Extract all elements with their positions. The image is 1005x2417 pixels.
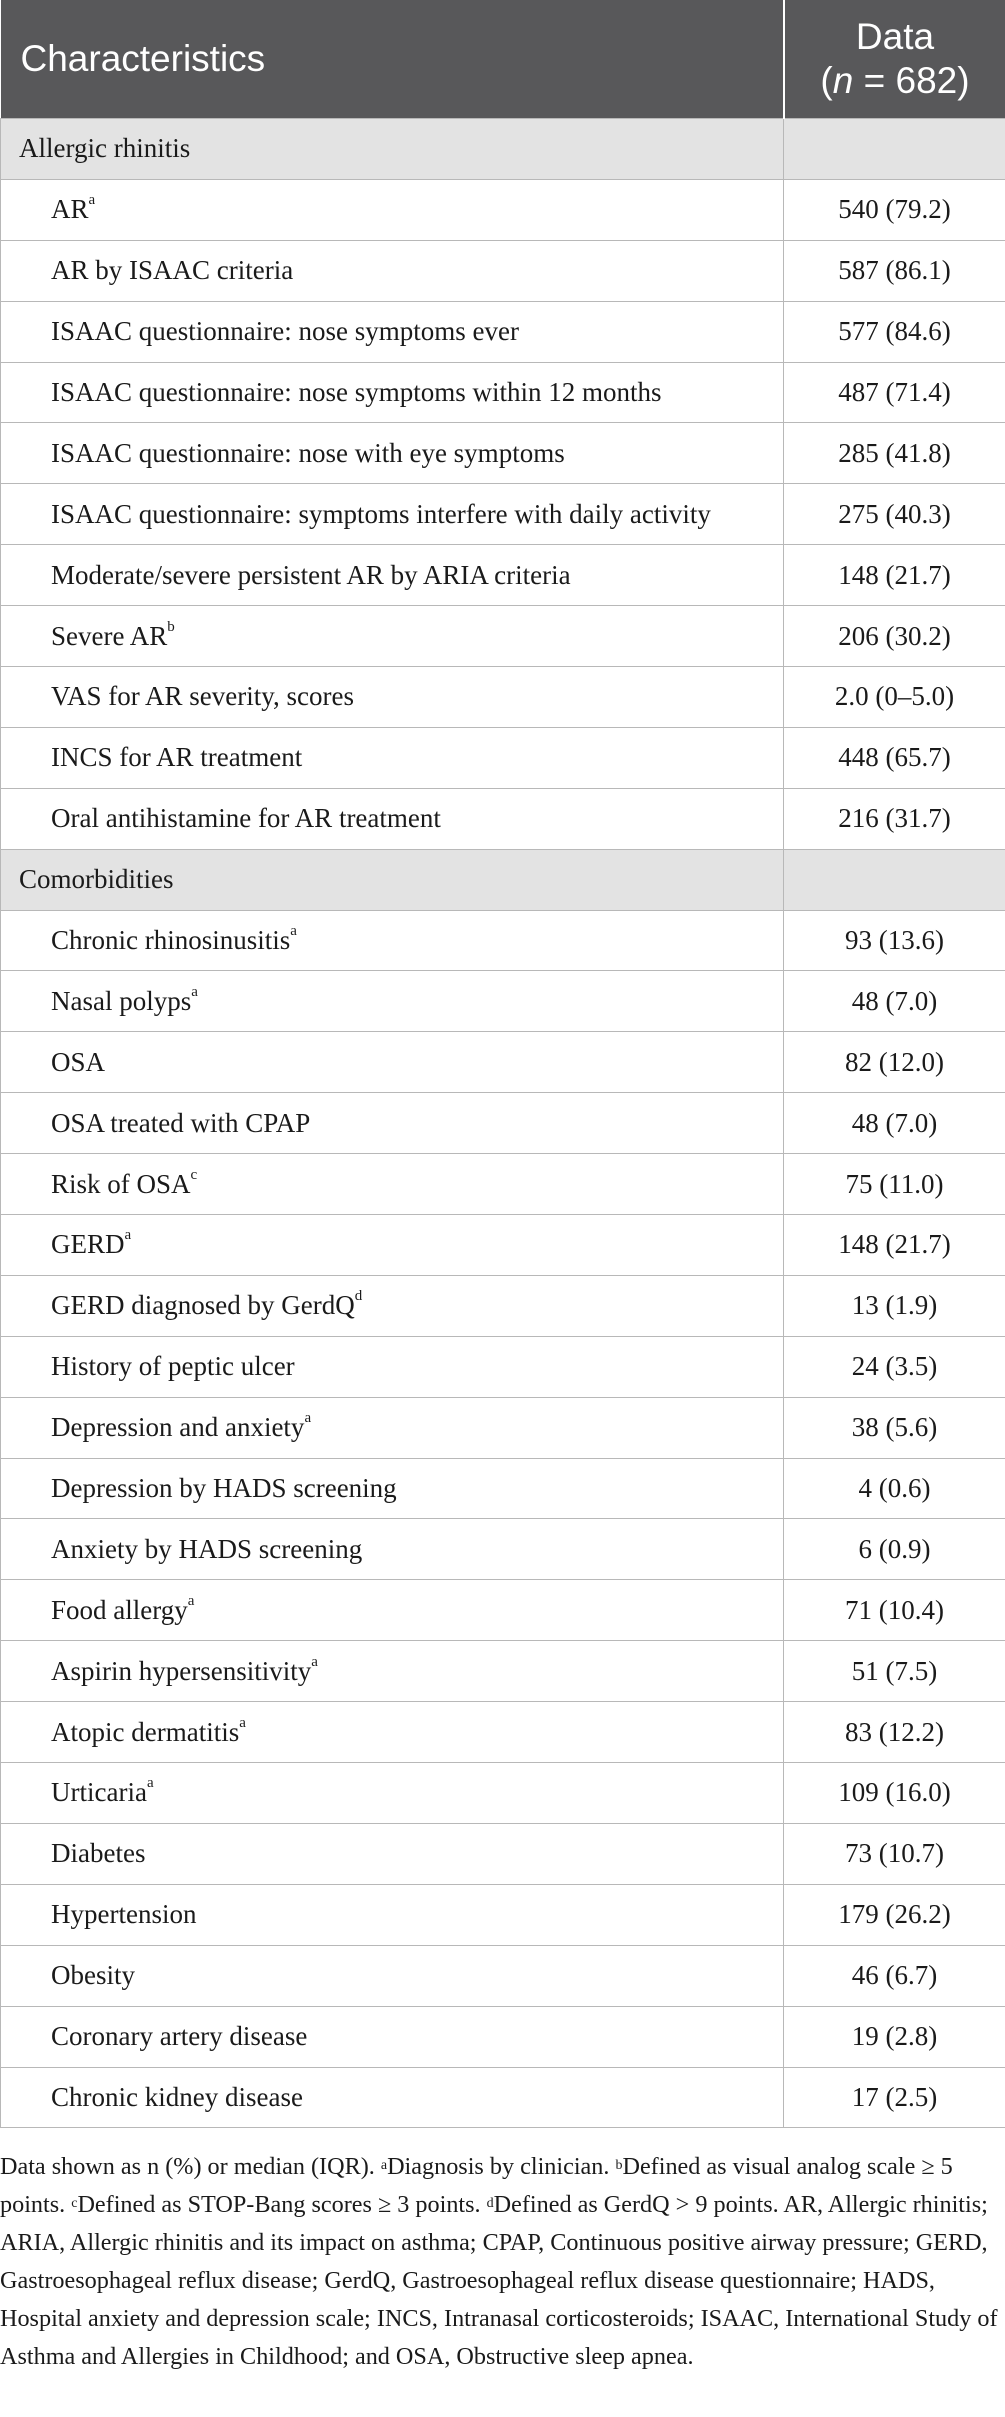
row-footnote-marker: b [167, 618, 175, 635]
row-label: Food allergy [51, 1594, 188, 1625]
row-label: ISAAC questionnaire: nose with eye symptoms [51, 437, 565, 468]
row-value: 587 (86.1) [784, 240, 1005, 301]
row-label-cell [1, 1823, 784, 1884]
row-label: Hypertension [51, 1899, 197, 1930]
table-body [1, 119, 1005, 2128]
table-row [1, 910, 1005, 971]
row-label-cell [1, 179, 784, 240]
row-label-cell [1, 1458, 784, 1519]
row-footnote-marker: a [146, 1775, 154, 1792]
table-row [1, 362, 1005, 423]
row-value: 6 (0.9) [784, 1519, 1005, 1580]
footnote-abbreviations: AR, Allergic rhinitis; ARIA, Allergic rhinitis and its impact on asthma; CPAP, Continuous positive airway pressure; GERD, Gastroesophageal reflux disease; GerdQ, Gastroesophageal reflux disease questionnaire; HADS, Hospital anxiety and depression scale; INCS, Intranasal corticosteroids; ISAAC, International Study of Asthma and Allergies in Childhood; and OSA, Obstructive sleep apnea. [0, 2191, 998, 2371]
row-label: Chronic kidney disease [51, 2081, 303, 2112]
row-label-cell [1, 1580, 784, 1641]
row-label-cell [1, 910, 784, 971]
row-label-cell [1, 788, 784, 849]
table-row [1, 423, 1005, 484]
row-label-cell [1, 2067, 784, 2128]
row-value: 24 (3.5) [784, 1336, 1005, 1397]
header-characteristics: Characteristics [1, 0, 784, 119]
row-label: Diabetes [51, 1838, 146, 1869]
table-row [1, 1336, 1005, 1397]
row-value: 19 (2.8) [784, 2006, 1005, 2067]
row-value: 71 (10.4) [784, 1580, 1005, 1641]
row-label-cell [1, 1763, 784, 1824]
table-row [1, 1702, 1005, 1763]
row-label-cell [1, 1945, 784, 2006]
row-label: Chronic rhinosinusitis [51, 925, 291, 956]
row-label-cell [1, 1641, 784, 1702]
table-row [1, 1763, 1005, 1824]
row-label-cell [1, 1397, 784, 1458]
row-label-cell [1, 667, 784, 728]
row-label-cell [1, 1884, 784, 1945]
row-value: 487 (71.4) [784, 362, 1005, 423]
row-label: VAS for AR severity, scores [51, 681, 354, 712]
row-value: 148 (21.7) [784, 1215, 1005, 1276]
table-row [1, 2067, 1005, 2128]
section-value-cell [784, 849, 1005, 910]
footnote-text: Defined as visual analog scale ≥ 5 points. [0, 2153, 953, 2219]
row-value: 48 (7.0) [784, 1093, 1005, 1154]
footnote-marker: b [615, 2158, 623, 2174]
row-label-cell [1, 727, 784, 788]
row-label: AR by ISAAC criteria [51, 255, 294, 286]
row-label-cell [1, 1032, 784, 1093]
row-label: Depression and anxiety [51, 1412, 305, 1443]
row-label-cell [1, 301, 784, 362]
row-label-cell [1, 1702, 784, 1763]
row-label: ISAAC questionnaire: symptoms interfere with daily activity [51, 498, 711, 529]
row-label-cell [1, 1093, 784, 1154]
table-row [1, 1275, 1005, 1336]
table-row [1, 179, 1005, 240]
table-row [1, 484, 1005, 545]
table-header-row [1, 0, 1005, 119]
footnote-marker: d [486, 2196, 494, 2212]
row-label-cell [1, 1336, 784, 1397]
row-label: ISAAC questionnaire: nose symptoms within 12 months [51, 377, 662, 407]
table-row [1, 1945, 1005, 2006]
section-row [1, 849, 1005, 910]
row-value: 4 (0.6) [784, 1458, 1005, 1519]
table-row [1, 971, 1005, 1032]
row-value: 577 (84.6) [784, 301, 1005, 362]
table-row [1, 1823, 1005, 1884]
row-label-cell [1, 971, 784, 1032]
section-row [1, 119, 1005, 180]
row-label-cell [1, 484, 784, 545]
row-value: 13 (1.9) [784, 1275, 1005, 1336]
table-row [1, 1641, 1005, 1702]
table-row [1, 1458, 1005, 1519]
row-value: 48 (7.0) [784, 971, 1005, 1032]
row-label: Severe AR [51, 620, 168, 651]
row-label-cell [1, 423, 784, 484]
row-label: GERD diagnosed by GerdQ [51, 1290, 355, 1321]
row-label: Nasal polyps [51, 985, 192, 1016]
header-n-symbol: n [832, 60, 854, 101]
section-value-cell [784, 119, 1005, 180]
row-footnote-marker: c [190, 1166, 198, 1183]
table-row [1, 301, 1005, 362]
row-value: 82 (12.0) [784, 1032, 1005, 1093]
section-title: Allergic rhinitis [1, 119, 784, 180]
footnote-intro: Data shown as n (%) or median (IQR). [0, 2153, 381, 2181]
row-label: ISAAC questionnaire: nose symptoms ever [51, 316, 519, 347]
table-row [1, 1519, 1005, 1580]
table-row [1, 1397, 1005, 1458]
header-data [784, 0, 1005, 119]
table-row [1, 1093, 1005, 1154]
row-value: 2.0 (0–5.0) [784, 667, 1005, 728]
table-row [1, 606, 1005, 667]
header-n-count: (n = 682) [820, 60, 970, 101]
row-value: 448 (65.7) [784, 727, 1005, 788]
row-label: Urticaria [51, 1777, 147, 1808]
row-label: OSA treated with CPAP [51, 1107, 311, 1138]
row-value: 179 (26.2) [784, 1884, 1005, 1945]
row-label-cell [1, 362, 784, 423]
table-row [1, 788, 1005, 849]
row-footnote-marker: a [290, 923, 297, 940]
row-value: 540 (79.2) [784, 179, 1005, 240]
row-label-cell [1, 545, 784, 606]
table-row [1, 240, 1005, 301]
table-row [1, 727, 1005, 788]
row-label-cell [1, 2006, 784, 2067]
row-footnote-marker: a [187, 1592, 195, 1609]
row-value: 206 (30.2) [784, 606, 1005, 667]
row-value: 51 (7.5) [784, 1641, 1005, 1702]
section-title: Comorbidities [1, 849, 784, 910]
row-value: 93 (13.6) [784, 910, 1005, 971]
row-footnote-marker: a [311, 1653, 318, 1670]
row-label: Depression by HADS screening [51, 1473, 397, 1504]
table-row [1, 545, 1005, 606]
header-n-value: = 682) [853, 60, 970, 101]
row-label: INCS for AR treatment [51, 742, 303, 773]
row-value: 148 (21.7) [784, 545, 1005, 606]
table-row [1, 2006, 1005, 2067]
footnote-marker: c [71, 2196, 78, 2212]
table-row [1, 1580, 1005, 1641]
row-label-cell [1, 1275, 784, 1336]
row-value: 17 (2.5) [784, 2067, 1005, 2128]
row-label: Oral antihistamine for AR treatment [51, 803, 441, 834]
row-value: 38 (5.6) [784, 1397, 1005, 1458]
row-label: Atopic dermatitis [51, 1716, 240, 1747]
row-label: History of peptic ulcer [51, 1351, 295, 1382]
row-label-cell [1, 606, 784, 667]
row-label: Coronary artery disease [51, 2021, 308, 2052]
footnote-text: Defined as GerdQ > 9 points. [493, 2191, 784, 2219]
row-footnote-marker: a [304, 1410, 312, 1427]
row-label-cell [1, 1215, 784, 1276]
row-value: 285 (41.8) [784, 423, 1005, 484]
row-label: Aspirin hypersensitivity [51, 1655, 312, 1686]
row-value: 73 (10.7) [784, 1823, 1005, 1884]
row-value: 46 (6.7) [784, 1945, 1005, 2006]
row-value: 216 (31.7) [784, 788, 1005, 849]
row-footnote-marker: a [88, 192, 96, 209]
table-row [1, 1215, 1005, 1276]
row-label: Moderate/severe persistent AR by ARIA criteria [51, 559, 571, 590]
row-label-cell [1, 1154, 784, 1215]
header-data-label: Data [855, 16, 935, 57]
table-row [1, 1884, 1005, 1945]
row-label-cell [1, 1519, 784, 1580]
footnote-text: Defined as STOP-Bang scores ≥ 3 points. [77, 2191, 487, 2219]
row-value: 75 (11.0) [784, 1154, 1005, 1215]
table-footnote [0, 2128, 1005, 2376]
row-label: AR [51, 194, 89, 225]
footnote-marker: a [380, 2158, 388, 2174]
table-row [1, 1032, 1005, 1093]
row-value: 275 (40.3) [784, 484, 1005, 545]
row-footnote-marker: a [191, 983, 198, 1000]
row-label: OSA [51, 1046, 106, 1077]
row-label: Obesity [51, 1960, 135, 1991]
row-footnote-marker: d [354, 1288, 363, 1305]
footnote-text: Diagnosis by clinician. [387, 2153, 616, 2181]
row-value: 109 (16.0) [784, 1763, 1005, 1824]
table-row [1, 667, 1005, 728]
row-label-cell [1, 240, 784, 301]
row-label: Risk of OSA [51, 1168, 191, 1199]
table-row [1, 1154, 1005, 1215]
row-value: 83 (12.2) [784, 1702, 1005, 1763]
row-label: GERD [51, 1229, 125, 1260]
row-footnote-marker: a [124, 1227, 132, 1244]
row-label: Anxiety by HADS screening [51, 1533, 363, 1564]
row-footnote-marker: a [239, 1714, 246, 1731]
